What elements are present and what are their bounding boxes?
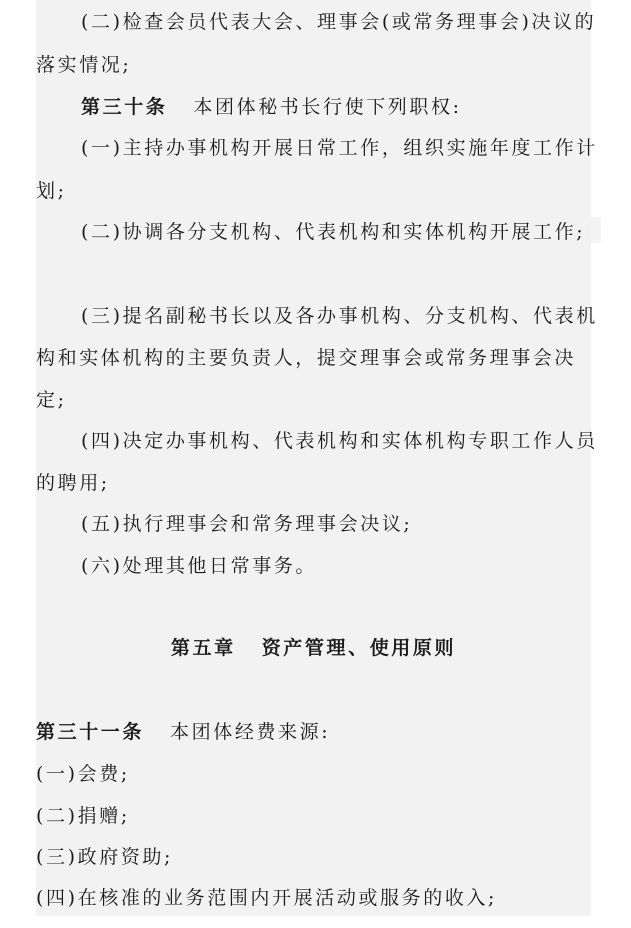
chapter-heading [36, 636, 591, 660]
line-text: (四)决定办事机构、代表机构和实体机构专职工作人员 [81, 430, 598, 452]
line-text: (二)协调各分支机构、代表机构和实体机构开展工作; [81, 221, 586, 243]
paragraph-line [81, 136, 598, 160]
paragraph-line [81, 429, 598, 453]
list-item [36, 845, 173, 869]
article-31-label: 第三十一条 [36, 721, 145, 743]
list-item [36, 804, 130, 828]
line-text: 的聘用; [36, 472, 110, 494]
article-30-heading [81, 95, 462, 119]
paragraph-line [81, 512, 412, 536]
line-text: (二)检查会员代表大会、理事会(或常务理事会)决议的 [81, 11, 597, 33]
document-page [36, 0, 598, 916]
paragraph-line [36, 388, 67, 412]
line-text: 定; [36, 389, 67, 411]
line-text: 落实情况; [36, 54, 132, 76]
list-item [36, 762, 130, 786]
line-text: (三)提名副秘书长以及各办事机构、分支机构、代表机 [81, 305, 598, 327]
page-edge-mark [591, 217, 601, 243]
list-item-text: (三)政府资助; [36, 846, 174, 868]
paragraph-line [81, 220, 585, 244]
line-text: 划; [36, 180, 67, 202]
paragraph-line [81, 554, 317, 578]
paragraph-line [36, 53, 131, 77]
line-text: (五)执行理事会和常务理事会决议; [81, 513, 413, 535]
article-30-text: 本团体秘书长行使下列职权: [193, 96, 462, 118]
list-item-text: (一)会费; [36, 763, 130, 785]
list-item-text: (四)在核准的业务范围内开展活动或服务的收入; [36, 887, 498, 909]
paragraph-line [81, 304, 598, 328]
paragraph-line [36, 346, 576, 370]
chapter-title: 资产管理、使用原则 [261, 637, 457, 659]
paragraph-line [36, 179, 67, 203]
line-text: (六)处理其他日常事务。 [81, 555, 318, 577]
list-item-text: (二)捐赠; [36, 805, 130, 827]
line-text: (一)主持办事机构开展日常工作，组织实施年度工作计 [81, 137, 598, 159]
chapter-number: 第五章 [170, 637, 236, 659]
article-31-text: 本团体经费来源: [170, 721, 331, 743]
line-text: 构和实体机构的主要负责人，提交理事会或常务理事会决 [36, 347, 577, 369]
article-31-heading [36, 720, 330, 744]
list-item [36, 886, 497, 910]
paragraph-line [81, 10, 596, 34]
article-30-label: 第三十条 [81, 96, 168, 118]
paragraph-line [36, 471, 110, 495]
